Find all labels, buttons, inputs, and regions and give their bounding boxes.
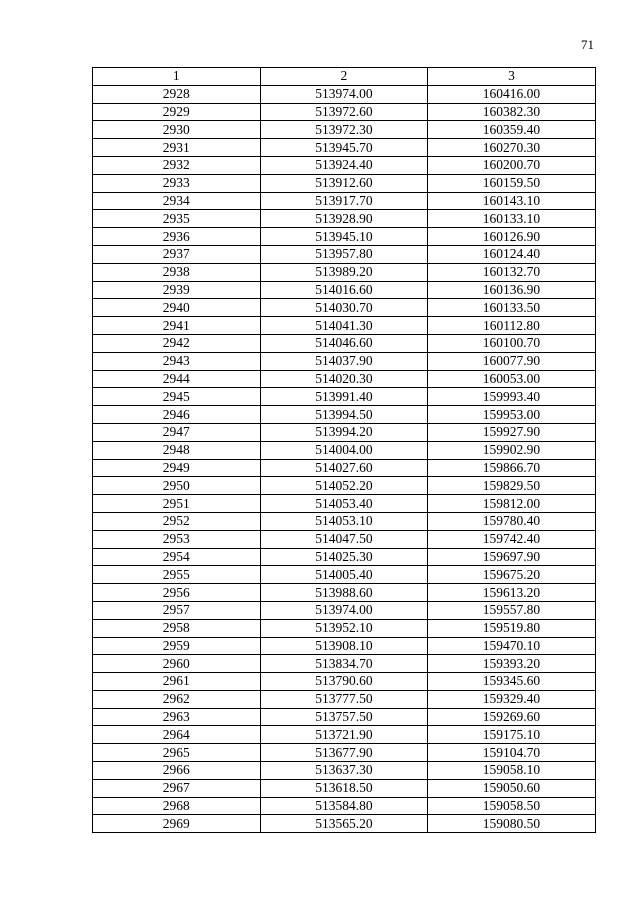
point-number-cell: 2932 xyxy=(93,156,261,174)
column-header-1: 1 xyxy=(93,68,261,86)
table-header-row xyxy=(93,68,596,86)
table-row xyxy=(93,744,596,762)
table-row xyxy=(93,139,596,157)
x-coordinate-cell: 513945.70 xyxy=(260,139,428,157)
table-row xyxy=(93,228,596,246)
point-number-cell: 2934 xyxy=(93,192,261,210)
table-row xyxy=(93,726,596,744)
x-coordinate-cell: 513957.80 xyxy=(260,245,428,263)
table-row xyxy=(93,779,596,797)
table-row xyxy=(93,708,596,726)
point-number-cell: 2928 xyxy=(93,85,261,103)
table-row xyxy=(93,263,596,281)
point-number-cell: 2943 xyxy=(93,352,261,370)
y-coordinate-cell: 159329.40 xyxy=(428,690,596,708)
point-number-cell: 2945 xyxy=(93,388,261,406)
table-row xyxy=(93,495,596,513)
x-coordinate-cell: 513834.70 xyxy=(260,655,428,673)
y-coordinate-cell: 160133.10 xyxy=(428,210,596,228)
y-coordinate-cell: 159902.90 xyxy=(428,441,596,459)
point-number-cell: 2965 xyxy=(93,744,261,762)
page-number: 71 xyxy=(581,37,594,52)
y-coordinate-cell: 159829.50 xyxy=(428,477,596,495)
x-coordinate-cell: 513988.60 xyxy=(260,584,428,602)
y-coordinate-cell: 160136.90 xyxy=(428,281,596,299)
point-number-cell: 2939 xyxy=(93,281,261,299)
point-number-cell: 2929 xyxy=(93,103,261,121)
table-row xyxy=(93,245,596,263)
x-coordinate-cell: 513924.40 xyxy=(260,156,428,174)
y-coordinate-cell: 159058.10 xyxy=(428,762,596,780)
table-row xyxy=(93,299,596,317)
table-row xyxy=(93,530,596,548)
table-row xyxy=(93,121,596,139)
point-number-cell: 2931 xyxy=(93,139,261,157)
point-number-cell: 2956 xyxy=(93,584,261,602)
y-coordinate-cell: 160053.00 xyxy=(428,370,596,388)
table-row xyxy=(93,815,596,833)
x-coordinate-cell: 513618.50 xyxy=(260,779,428,797)
y-coordinate-cell: 159927.90 xyxy=(428,423,596,441)
point-number-cell: 2933 xyxy=(93,174,261,192)
table-row xyxy=(93,637,596,655)
y-coordinate-cell: 159269.60 xyxy=(428,708,596,726)
table-row xyxy=(93,174,596,192)
table-row xyxy=(93,512,596,530)
point-number-cell: 2957 xyxy=(93,601,261,619)
x-coordinate-cell: 513584.80 xyxy=(260,797,428,815)
point-number-cell: 2930 xyxy=(93,121,261,139)
x-coordinate-cell: 513928.90 xyxy=(260,210,428,228)
y-coordinate-cell: 159697.90 xyxy=(428,548,596,566)
x-coordinate-cell: 514052.20 xyxy=(260,477,428,495)
y-coordinate-cell: 159557.80 xyxy=(428,601,596,619)
y-coordinate-cell: 159175.10 xyxy=(428,726,596,744)
x-coordinate-cell: 513989.20 xyxy=(260,263,428,281)
point-number-cell: 2955 xyxy=(93,566,261,584)
y-coordinate-cell: 159050.60 xyxy=(428,779,596,797)
table-row xyxy=(93,352,596,370)
y-coordinate-cell: 159058.50 xyxy=(428,797,596,815)
table-row xyxy=(93,281,596,299)
x-coordinate-cell: 514053.10 xyxy=(260,512,428,530)
point-number-cell: 2959 xyxy=(93,637,261,655)
y-coordinate-cell: 160270.30 xyxy=(428,139,596,157)
y-coordinate-cell: 159393.20 xyxy=(428,655,596,673)
table-row xyxy=(93,690,596,708)
point-number-cell: 2961 xyxy=(93,673,261,691)
table-row xyxy=(93,673,596,691)
x-coordinate-cell: 513974.00 xyxy=(260,85,428,103)
point-number-cell: 2952 xyxy=(93,512,261,530)
x-coordinate-cell: 513677.90 xyxy=(260,744,428,762)
x-coordinate-cell: 514037.90 xyxy=(260,352,428,370)
x-coordinate-cell: 514030.70 xyxy=(260,299,428,317)
x-coordinate-cell: 513912.60 xyxy=(260,174,428,192)
x-coordinate-cell: 514025.30 xyxy=(260,548,428,566)
point-number-cell: 2938 xyxy=(93,263,261,281)
x-coordinate-cell: 513790.60 xyxy=(260,673,428,691)
y-coordinate-cell: 159812.00 xyxy=(428,495,596,513)
point-number-cell: 2963 xyxy=(93,708,261,726)
table-row xyxy=(93,334,596,352)
y-coordinate-cell: 160124.40 xyxy=(428,245,596,263)
point-number-cell: 2962 xyxy=(93,690,261,708)
x-coordinate-cell: 514041.30 xyxy=(260,317,428,335)
x-coordinate-cell: 514004.00 xyxy=(260,441,428,459)
point-number-cell: 2964 xyxy=(93,726,261,744)
y-coordinate-cell: 160200.70 xyxy=(428,156,596,174)
table-row xyxy=(93,584,596,602)
table-row xyxy=(93,210,596,228)
x-coordinate-cell: 513917.70 xyxy=(260,192,428,210)
point-number-cell: 2948 xyxy=(93,441,261,459)
point-number-cell: 2968 xyxy=(93,797,261,815)
column-header-3: 3 xyxy=(428,68,596,86)
y-coordinate-cell: 160100.70 xyxy=(428,334,596,352)
y-coordinate-cell: 159780.40 xyxy=(428,512,596,530)
point-number-cell: 2954 xyxy=(93,548,261,566)
table-row xyxy=(93,797,596,815)
table-row xyxy=(93,388,596,406)
point-number-cell: 2937 xyxy=(93,245,261,263)
x-coordinate-cell: 513994.20 xyxy=(260,423,428,441)
point-number-cell: 2949 xyxy=(93,459,261,477)
y-coordinate-cell: 160112.80 xyxy=(428,317,596,335)
y-coordinate-cell: 159470.10 xyxy=(428,637,596,655)
table-row xyxy=(93,370,596,388)
table-row xyxy=(93,192,596,210)
y-coordinate-cell: 160382.30 xyxy=(428,103,596,121)
table-row xyxy=(93,762,596,780)
x-coordinate-cell: 514047.50 xyxy=(260,530,428,548)
point-number-cell: 2960 xyxy=(93,655,261,673)
x-coordinate-cell: 514005.40 xyxy=(260,566,428,584)
x-coordinate-cell: 513972.30 xyxy=(260,121,428,139)
x-coordinate-cell: 513777.50 xyxy=(260,690,428,708)
point-number-cell: 2966 xyxy=(93,762,261,780)
point-number-cell: 2958 xyxy=(93,619,261,637)
point-number-cell: 2969 xyxy=(93,815,261,833)
x-coordinate-cell: 513991.40 xyxy=(260,388,428,406)
y-coordinate-cell: 159742.40 xyxy=(428,530,596,548)
y-coordinate-cell: 160416.00 xyxy=(428,85,596,103)
y-coordinate-cell: 159993.40 xyxy=(428,388,596,406)
table-row xyxy=(93,619,596,637)
x-coordinate-cell: 513974.00 xyxy=(260,601,428,619)
table-row xyxy=(93,317,596,335)
x-coordinate-cell: 513908.10 xyxy=(260,637,428,655)
table-row xyxy=(93,423,596,441)
y-coordinate-cell: 160126.90 xyxy=(428,228,596,246)
x-coordinate-cell: 514053.40 xyxy=(260,495,428,513)
point-number-cell: 2942 xyxy=(93,334,261,352)
point-number-cell: 2936 xyxy=(93,228,261,246)
table-row xyxy=(93,406,596,424)
y-coordinate-cell: 159104.70 xyxy=(428,744,596,762)
x-coordinate-cell: 513757.50 xyxy=(260,708,428,726)
table-row xyxy=(93,459,596,477)
point-number-cell: 2940 xyxy=(93,299,261,317)
x-coordinate-cell: 513565.20 xyxy=(260,815,428,833)
point-number-cell: 2947 xyxy=(93,423,261,441)
y-coordinate-cell: 160159.50 xyxy=(428,174,596,192)
table-row xyxy=(93,566,596,584)
y-coordinate-cell: 160143.10 xyxy=(428,192,596,210)
table-row xyxy=(93,103,596,121)
y-coordinate-cell: 160077.90 xyxy=(428,352,596,370)
table-row xyxy=(93,477,596,495)
x-coordinate-cell: 513945.10 xyxy=(260,228,428,246)
y-coordinate-cell: 159613.20 xyxy=(428,584,596,602)
table-body xyxy=(93,85,596,832)
point-number-cell: 2953 xyxy=(93,530,261,548)
x-coordinate-cell: 513994.50 xyxy=(260,406,428,424)
point-number-cell: 2946 xyxy=(93,406,261,424)
y-coordinate-cell: 160359.40 xyxy=(428,121,596,139)
x-coordinate-cell: 514016.60 xyxy=(260,281,428,299)
x-coordinate-cell: 514046.60 xyxy=(260,334,428,352)
y-coordinate-cell: 159866.70 xyxy=(428,459,596,477)
table-row xyxy=(93,441,596,459)
y-coordinate-cell: 159675.20 xyxy=(428,566,596,584)
point-number-cell: 2935 xyxy=(93,210,261,228)
table-row xyxy=(93,156,596,174)
point-number-cell: 2950 xyxy=(93,477,261,495)
point-number-cell: 2951 xyxy=(93,495,261,513)
y-coordinate-cell: 159953.00 xyxy=(428,406,596,424)
y-coordinate-cell: 160133.50 xyxy=(428,299,596,317)
y-coordinate-cell: 159519.80 xyxy=(428,619,596,637)
table-row xyxy=(93,655,596,673)
point-number-cell: 2967 xyxy=(93,779,261,797)
point-number-cell: 2944 xyxy=(93,370,261,388)
x-coordinate-cell: 513721.90 xyxy=(260,726,428,744)
point-number-cell: 2941 xyxy=(93,317,261,335)
y-coordinate-cell: 159345.60 xyxy=(428,673,596,691)
table-row xyxy=(93,85,596,103)
x-coordinate-cell: 513637.30 xyxy=(260,762,428,780)
coordinates-table xyxy=(92,67,596,833)
x-coordinate-cell: 514027.60 xyxy=(260,459,428,477)
column-header-2: 2 xyxy=(260,68,428,86)
x-coordinate-cell: 514020.30 xyxy=(260,370,428,388)
table-row xyxy=(93,601,596,619)
x-coordinate-cell: 513972.60 xyxy=(260,103,428,121)
y-coordinate-cell: 159080.50 xyxy=(428,815,596,833)
y-coordinate-cell: 160132.70 xyxy=(428,263,596,281)
table-row xyxy=(93,548,596,566)
x-coordinate-cell: 513952.10 xyxy=(260,619,428,637)
